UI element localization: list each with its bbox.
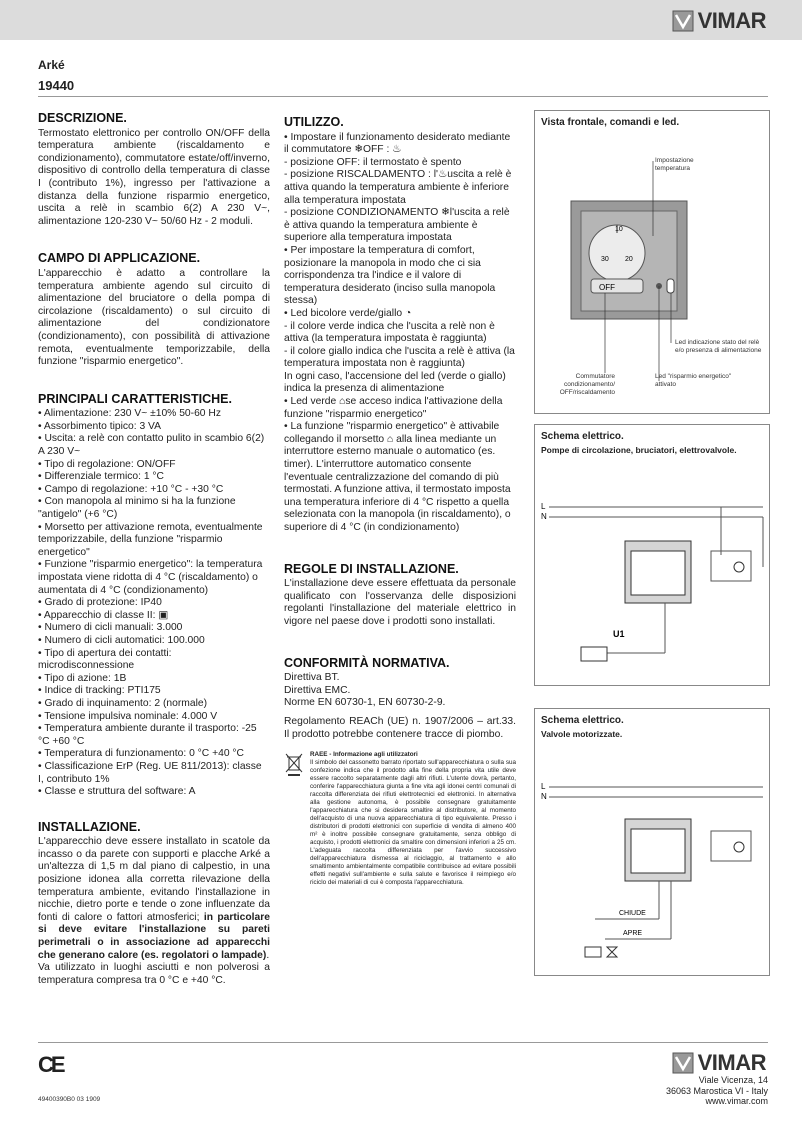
label-led-stato: Led indicazione stato del relè e/o presenza di alimentazione [675,339,762,354]
brand-logo [672,8,766,34]
line-N-label: N [541,792,547,801]
caratteristiche-list [38,408,270,798]
campo-text: L'apparecchio è adatto a controllare la temperatura ambiente agendo sul circuito di alimentazione del bruciatore o della pompa di circolazione (riscaldamento) o sul circuito di alimentazione del condizionatore (condizionamento), con possibilità di attivazione remota, eventualmente temporizzabile, della funzione "risparmio energetico". [38,267,270,368]
list-item: • Assorbimento tipico: 3 VA [38,420,162,432]
list-item: - il colore verde indica che l'uscita a relè non è attiva (la temperatura impostata è raggiunta) [284,320,495,345]
list-item: • Alimentazione: 230 V~ ±10% 50-60 Hz [38,408,221,420]
installazione-text-2: . [266,949,270,961]
list-item: • Funzione "risparmio energetico": la temperatura impostata viene ridotta di 4 °C (riscaldamento) o aumentata di 4 °C (condizionamento) [38,559,263,596]
address-line: Viale Vicenza, 14 [698,1075,768,1085]
front-view-panel [534,110,770,414]
section-campo [38,252,270,368]
product-header [38,58,74,93]
website-link[interactable]: www.vimar.com [705,1096,768,1106]
list-item: • Numero di cicli manuali: 3.000 [38,622,183,634]
raee-title: RAEE - Informazione agli utilizzatori [310,751,418,759]
line-N-label: N [541,512,547,521]
list-item: • Temperatura di funzionamento: 0 °C +40 °C [38,748,244,760]
ce-mark: CE [38,1052,63,1077]
label-impostazione: Impostazione temperatura [655,157,694,172]
product-series: Arké [38,58,65,72]
u1-label: U1 [613,629,625,639]
section-utilizzo [284,116,516,535]
conformita-line: Direttiva EMC. [284,684,351,696]
section-raee [284,751,516,887]
list-item: - posizione OFF: il termostato è spento [284,156,462,168]
list-item: - il colore giallo indica che l'uscita a relè è attiva (la temperatura impostata non è raggiunta) [284,345,515,370]
dial-mark-10: 10 [615,226,623,233]
vimar-logo-icon [672,10,694,32]
schema1-title: Schema elettrico. [541,431,624,442]
brand-name: VIMAR [697,8,766,33]
list-item: • Tipo di azione: 1B [38,672,127,684]
installazione-warning: in particolare si deve evitare l'installazione su pareti perimetrali o in associazione ad apparecchi che generano calore (es. regolatori o lampade) [38,911,270,961]
list-item: In ogni caso, l'accensione del led (verde o giallo) indica la presenza di alimentazione [284,370,506,395]
product-code: 19440 [38,78,75,93]
conformita-title: CONFORMITÀ NORMATIVA. [284,655,450,670]
section-conformita [284,657,516,742]
list-item: • Temperatura ambiente durante il trasporto: -25 °C +60 °C [38,723,257,747]
installazione-text-1: L'apparecchio deve essere installato in scatole da incasso o da parete con supporti e placche Arké a un'altezza di 1,5 m dal piano di calpestio, in una posizione idonea alla corretta rilevazione della temperatura ambiente, evitando l'installazione in nicchie, dietro porte e tende o zone influenzate da fonti di calore o fattori atmosferici; [38,836,270,923]
schema1-figure [535,425,769,685]
dial-mark-30: 30 [601,256,609,263]
installazione-title: INSTALLAZIONE. [38,819,141,834]
section-descrizione [38,112,270,228]
list-item: • Differenziale termico: 1 °C [38,471,164,483]
schema1-subtitle: Pompe di circolazione, bruciatori, elettrovalvole. [541,445,737,455]
conformita-line: Direttiva BT. [284,672,340,684]
footer-address [666,1075,768,1107]
list-item: - posizione RISCALDAMENTO : l'♨uscita a relè è attiva quando la temperatura ambiente è inferiore alla temperatura impostata [284,169,512,206]
descrizione-title: DESCRIZIONE. [38,111,127,125]
line-L-label: L [541,502,546,511]
utilizzo-title: UTILIZZO. [284,115,344,129]
caratteristiche-title: PRINCIPALI CARATTERISTICHE. [38,391,232,406]
label-led-risparmio: Led "risparmio energetico" attivato [655,373,732,388]
list-item: • Per impostare la temperatura di comfort, posizionare la manopola in modo che ci sia corrispondenza tra l'indice e il valore di temperatura desiderato (inciso sulla manopola stessa) [284,244,496,307]
section-regole [284,563,516,629]
installazione-text-3: Va utilizzato in luoghi asciutti e non polverosi a temperatura compresa tra 0 °C e +40 °C. [38,962,270,986]
thermostat-front-figure [535,111,769,413]
document-number: 49400390B0 03 1909 [38,1096,101,1103]
list-item: • La funzione "risparmio energetico" è attivabile collegando il morsetto ⌂ alla linea mediante un interruttore esterno manuale o automatico (es. timer). L'interruttore automatico consente l'eventuale centralizzazione del comando di più termostati. A funzione attiva, il termostato imposta una temperatura inferiore di 4 °C rispetto a quella selezionata con la manopola (in riscaldamento), o superiore di 4 °C (in condizionamento) [284,421,511,533]
list-item: • Grado di inquinamento: 2 (normale) [38,697,208,709]
raee-text: Il simbolo del cassonetto barrato riportato sull'apparecchiatura o sulla sua confezione indica che il prodotto alla fine della propria vita utile deve essere raccolto separatamente dagli altri rifiuti. L'utente dovrà, pertanto, conferire l'apparecchiatura giunta a fine vita agli idonei centri comunali di raccolta differenziata dei rifiuti elettrotecnici ed elettronici. In alternativa alla gestione autonoma, è possibile consegnare gratuitamente l'apparecchiatura che si desidera smaltire al distributore, al momento dell'acquisto di una nuova apparecchiatura di tipo equivalente. Presso i distributori di prodotti elettronici con superficie di vendita di almeno 400 m² è inoltre possibile consegnare gratuitamente, senza obbligo di acquisto, i prodotti elettronici da smaltire con dimensioni inferiori a 25 cm. L'adeguata raccolta differenziata per l'avvio successivo dell'apparecchiatura dismessa al riciclaggio, al trattamento e allo smaltimento ambientalmente compatibile contribuisce ad evitare possibili effetti negativi sull'ambiente e sulla salute e favorisce il reimpiego e/o riciclo dei materiali di cui è composta l'apparecchiatura. [310,759,516,887]
list-item: • Grado di protezione: IP40 [38,597,162,609]
regole-text: L'installazione deve essere effettuata da personale qualificato con l'osservanza delle disposizioni regolanti l'installazione del materiale elettrico in vigore nel paese dove i prodotti sono installati. [284,578,516,627]
list-item: • Led bicolore verde/giallo ◔ [284,307,412,319]
chiude-label: CHIUDE [619,910,646,917]
column-left [38,112,270,987]
apre-label: APRE [623,930,643,937]
utilizzo-list [284,132,516,535]
footer-brand-name: VIMAR [697,1050,766,1075]
regole-title: REGOLE DI INSTALLAZIONE. [284,561,459,576]
schema2-figure [535,709,769,975]
schema2-title: Schema elettrico. [541,715,624,726]
list-item: • Classe e struttura del software: A [38,786,196,798]
list-item: • Uscita: a relè con contatto pulito in scambio 6(2) A 230 V~ [38,433,265,458]
crossed-bin-icon [284,751,304,777]
list-item: • Con manopola al minimo si ha la funzione "antigelo" (+6 °C) [38,496,236,521]
list-item: • Campo di regolazione: +10 °C - +30 °C [38,483,224,495]
wiring-diagram-1 [534,424,770,686]
column-middle [284,116,516,887]
wiring-diagram-2 [534,708,770,976]
switch-off-label: OFF [599,283,615,292]
list-item: • Indice di tracking: PTI175 [38,685,161,697]
footer-logo [672,1050,766,1076]
vimar-logo-icon [672,1052,694,1074]
list-item: • Numero di cicli automatici: 100.000 [38,634,205,646]
schema2-subtitle: Valvole motorizzate. [541,729,623,739]
dial-mark-20: 20 [625,256,633,263]
section-installazione [38,821,270,988]
list-item: • Tensione impulsiva nominale: 4.000 V [38,710,218,722]
header-divider [38,96,768,97]
reach-text: Regolamento REACh (UE) n. 1907/2006 – art.33. Il prodotto potrebbe contenere tracce di piombo. [284,715,516,740]
list-item: • Apparecchio di classe II: ▣ [38,609,169,621]
list-item: • Classificazione ErP (Reg. UE 811/2013): classe I, contributo 1% [38,760,262,785]
descrizione-text: Termostato elettronico per controllo ON/OFF della temperatura ambiente (riscaldamento e condizionamento), commutatore estate/off/inverno, dispositivo di controllo della temperatura di classe I (contributo 1%), ingresso per l'attivazione a distanza della funzione risparmio energetico, uscita a relè in scambio 6(2) A 230 V~, alimentazione 120-230 V~ 50/60 Hz - 2 moduli. [38,127,270,227]
section-caratteristiche [38,393,270,799]
list-item: • Morsetto per attivazione remota, eventualmente temporizzabile, della funzione "risparmio energetico" [38,521,263,558]
conformita-line: Norme EN 60730-1, EN 60730-2-9. [284,697,446,709]
label-commutatore: Commutatore condizionamento/ OFF/riscaldamento [559,373,615,396]
front-view-title: Vista frontale, comandi e led. [541,117,680,128]
installazione-text [38,836,270,962]
list-item: • Led verde ⌂se acceso indica l'attivazione della funzione "risparmio energetico" [284,396,503,420]
list-item: - posizione CONDIZIONAMENTO ❄l'uscita a relè è attiva quando la temperatura ambiente è superiore alla temperatura impostata [284,207,510,244]
line-L-label: L [541,782,546,791]
address-line: 36063 Marostica VI - Italy [665,1085,768,1096]
list-item: • Tipo di regolazione: ON/OFF [38,458,176,470]
list-item: • Impostare il funzionamento desiderato mediante il commutatore ❄OFF : ♨ [284,131,511,156]
campo-title: CAMPO DI APPLICAZIONE. [38,251,201,266]
footer-divider [38,1042,768,1043]
list-item: • Tipo di apertura dei contatti: microdisconnessione [38,647,172,672]
